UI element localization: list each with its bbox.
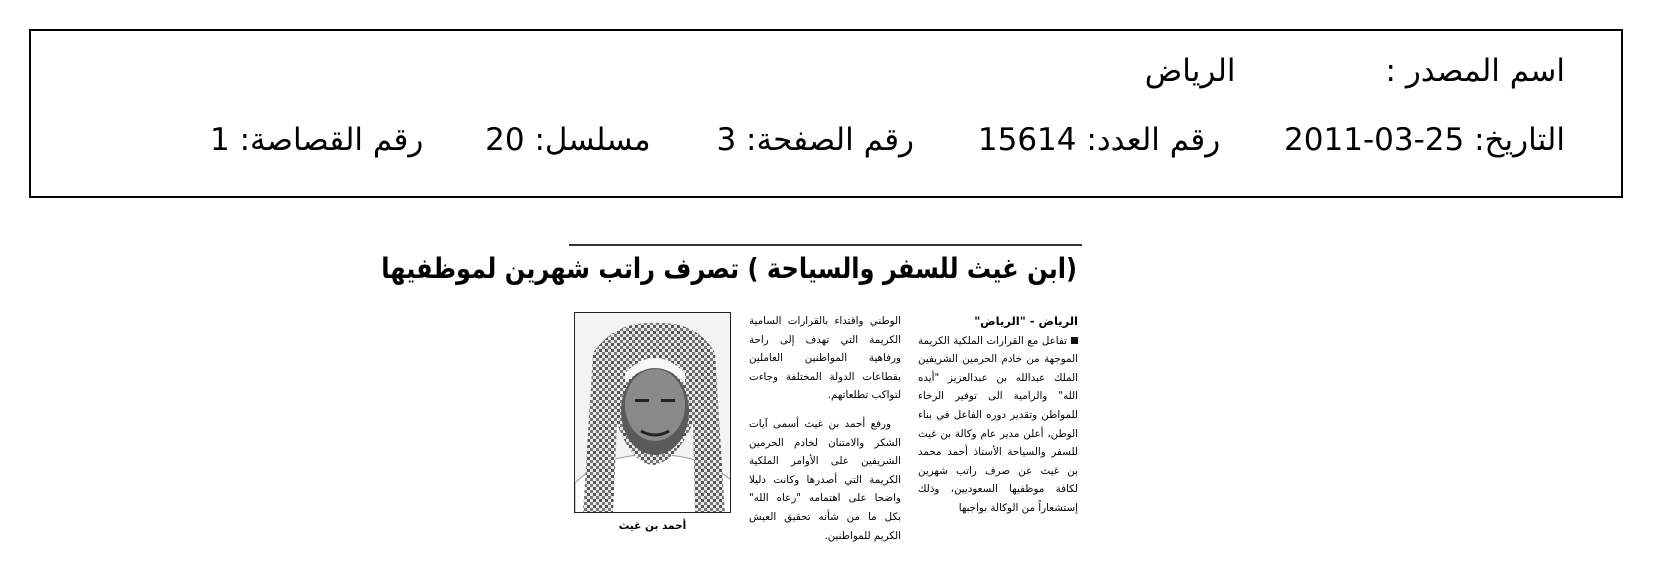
page-value: 3: [716, 122, 737, 158]
person-photo: [574, 312, 731, 513]
clipping-metadata-box: [29, 29, 1623, 198]
newspaper-clipping: [381, 244, 1082, 546]
serial-label: مسلسل:: [534, 122, 651, 158]
clip-number-value: 1: [209, 122, 230, 158]
article-column-middle: [749, 312, 901, 545]
source-label: اسم المصدر :: [1385, 53, 1565, 89]
source-value: الرياض: [1144, 53, 1236, 89]
date-label: التاريخ:: [1474, 122, 1565, 158]
article-headline: (ابن غيث للسفر والسياحة ) تصرف راتب شهرين لموظفيها: [381, 252, 1077, 285]
article-text-right: تفاعل مع القرارات الملكية الكريمة الموجهة من خادم الحرمين الشريفين الملك عبدالله بن عبدالعزيز "أيده الله" والرامية الى توفير الرخاء للمواطن وتقدير دوره الفاعل في بناء الوطن، أعلن مدير عام وكالة بن غيث للسفر والسياحة الأستاذ أحمد محمد بن غيث عن صرف راتب شهرين لكافة موظفيها السعوديين، وذلك إستشعاراً من الوكالة بواجبها: [918, 334, 1078, 514]
serial-value: 20: [485, 122, 525, 158]
article-text-middle-2: ورفع أحمد بن غيث أسمى آيات الشكر والامتنان لخادم الحرمين الشريفين على الأوامر الملكية الكريمة التي أصدرها وكانت دليلا واضحا على اهتمامه "رعاه الله" بكل ما من شأنه تحقيق العيش الكريم للمواطنين.: [749, 417, 901, 542]
issue-label: رقم العدد:: [1086, 122, 1221, 158]
person-photo-icon: [575, 313, 731, 513]
photo-caption: أحمد بن غيث: [618, 520, 687, 532]
details-line: [210, 122, 1565, 158]
article-column-right: [918, 312, 1078, 518]
bullet-icon: [1071, 337, 1078, 344]
page-label: رقم الصفحة:: [746, 122, 915, 158]
date-value: 2011-03-25: [1284, 122, 1465, 158]
issue-value: 15614: [977, 122, 1077, 158]
top-rule: [569, 244, 1082, 246]
source-line: [1145, 53, 1565, 89]
clip-number-label: رقم القصاصة:: [239, 122, 424, 158]
article-text-middle-1: الوطني واقتداء بالقرارات السامية الكريمة التي تهدف إلى راحة ورفاهية المواطنين العاملين بقطاعات الدولة المختلفة وجاءت لتواكب تطلعاتهم.: [749, 315, 901, 402]
article-byline: الرياض - "الرياض": [974, 314, 1078, 328]
